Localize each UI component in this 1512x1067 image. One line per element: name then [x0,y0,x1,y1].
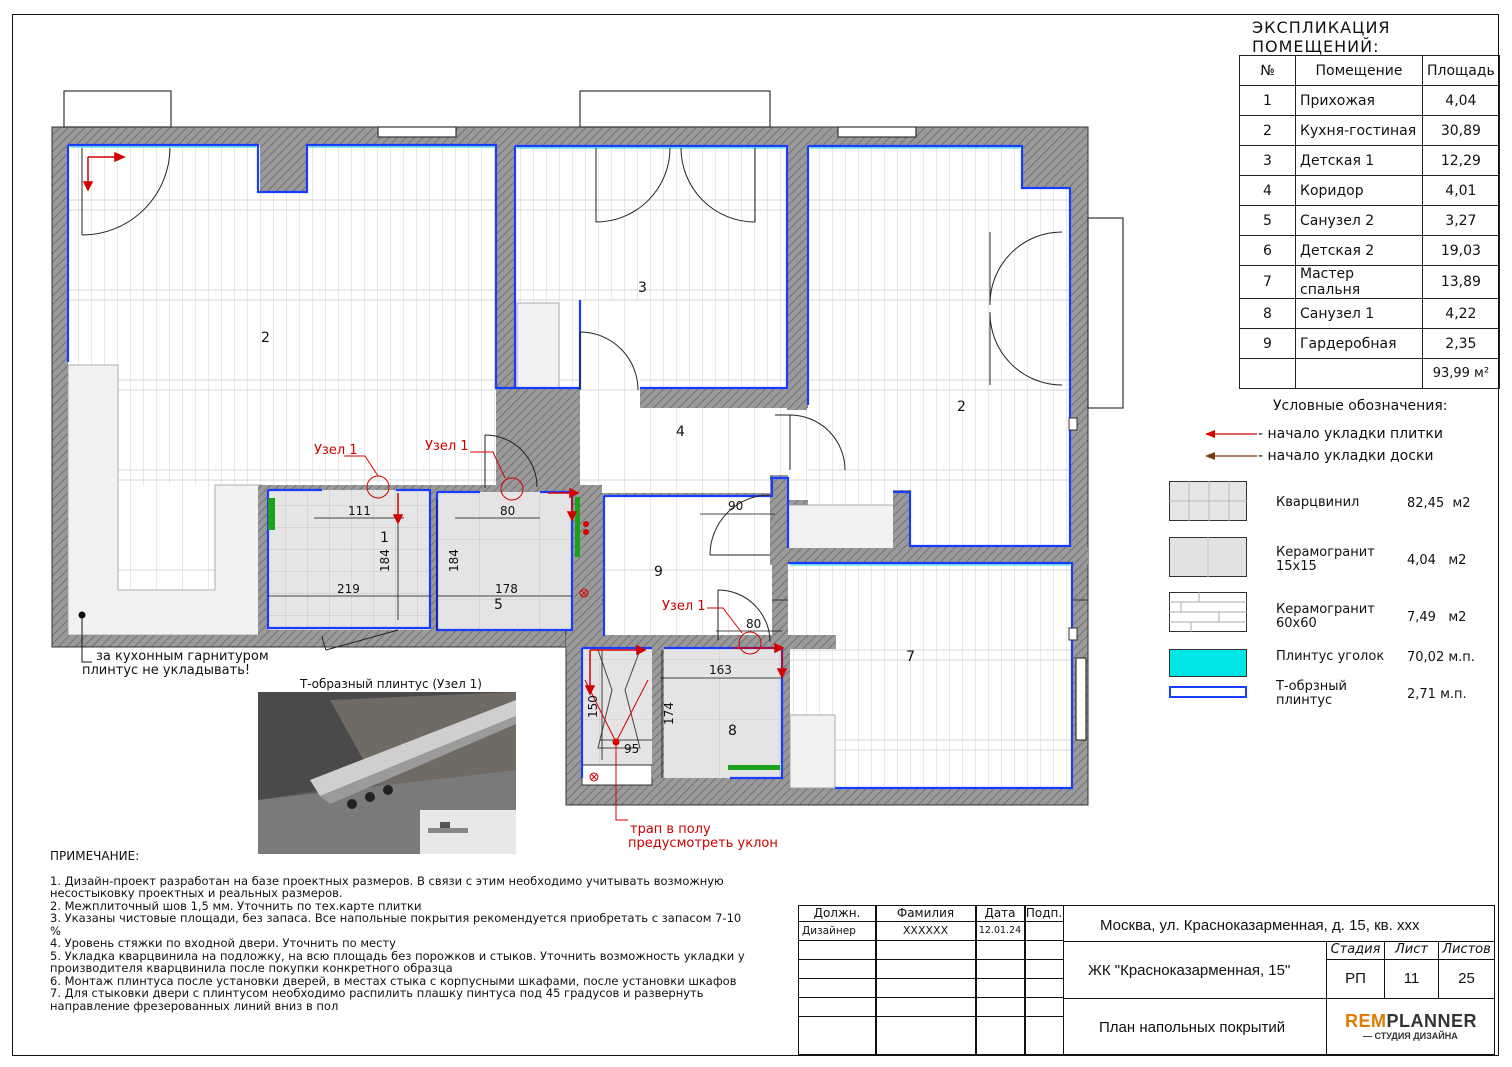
kitchen-note-line: за кухонным гарнитуром [96,649,269,664]
cell-area: 13,89 [1423,266,1500,299]
drain-note-line: трап в полу [630,822,711,837]
swatch-ceramic-15 [1169,537,1247,577]
cell-num: 6 [1240,236,1296,266]
stamp-stage-label: Стадия [1326,941,1385,960]
table-total-row [1240,359,1500,389]
legend-item-name: Т-обрзный плинтус [1276,679,1347,708]
cell-room: Санузел 1 [1296,299,1423,329]
dim-label: 184 [447,549,461,572]
note-item: 5. Укладка кварцвинила на подложку, на всю площадь без порожков и стыков. Уточнить возможность укладки у производителя кварцвинила после покупки конкретного образца [50,948,745,975]
swatch-plinth [1169,649,1247,677]
stamp-date: 12.01.24 [975,921,1025,941]
stamp-name: ХХХХХХ [875,921,976,941]
stamp-sheet-title: План напольных покрытий [1063,998,1327,1055]
table-row [1240,266,1500,299]
stamp-logo [1326,998,1495,1055]
dim-label: 184 [378,549,392,572]
cell-num: 1 [1240,86,1296,116]
uzel-label: Узел 1 [314,443,358,458]
swatch-quartzvinyl [1169,481,1247,521]
cell-num: 8 [1240,299,1296,329]
cell-room: Гардеробная [1296,329,1423,359]
table-row [1240,299,1500,329]
empty-cell [1240,359,1296,389]
tile-arrow-icon [1205,430,1215,438]
cell-num: 4 [1240,176,1296,206]
stamp-stage: РП [1326,959,1385,999]
stamp-header: Фамилия [875,905,976,922]
cell-area: 3,27 [1423,206,1500,236]
legend-item-value: 70,02 м.п. [1407,650,1475,665]
cell-room: Детская 2 [1296,236,1423,266]
note-item: 2. Межплиточный шов 1,5 мм. Уточнить по тех.карте плитки [50,898,422,913]
room-label-2-right: 2 [957,399,966,415]
dim-label: 80 [500,504,516,518]
dim-label: 95 [624,742,640,756]
legend-arrows [1205,425,1265,465]
total-area: 93,99 м² [1423,359,1500,389]
stamp-sheets-label: Листов [1438,941,1495,960]
legend-title: Условные обозначения: [1273,398,1448,414]
green-marker [268,498,275,530]
header-room: Помещение [1296,56,1423,86]
room-label-5: 5 [494,597,503,613]
uzel-label: Узел 1 [662,599,706,614]
legend-item-value: 4,04 м2 [1407,553,1467,568]
room-label-7: 7 [906,649,915,665]
explication-title: ЭКСПЛИКАЦИЯ ПОМЕЩЕНИЙ: [1252,18,1391,56]
legend-item-name: Керамогранит 60х60 [1276,602,1375,631]
stamp-sheet-label: Лист [1384,941,1439,960]
header-num: № [1240,56,1296,86]
table-row [1240,116,1500,146]
t-plinth-photo [258,692,516,854]
notes-list [50,875,750,1013]
kitchen-note [82,649,269,678]
stamp-sign [1024,921,1064,941]
cell-area: 4,22 [1423,299,1500,329]
kitchen-note-line: плинтус не укладывать! [82,663,251,678]
dim-label: 178 [495,582,518,596]
legend-item-name: Плинтус уголок [1276,649,1385,664]
dim-label: 219 [337,582,360,596]
stamp-sheets: 25 [1438,959,1495,999]
cell-room: Коридор [1296,176,1423,206]
cell-num: 2 [1240,116,1296,146]
cell-area: 19,03 [1423,236,1500,266]
cell-room: Детская 1 [1296,146,1423,176]
note-item: 7. Для стыковки двери с плинтусом необходимо распилить плашку пинтуса под 45 градусов и развернуть направление фрезерованных линий вниз в пол [50,986,704,1013]
stamp-header: Подп. [1025,906,1063,920]
cell-area: 4,01 [1423,176,1500,206]
logo-rem: REM [1345,1011,1387,1031]
stamp-address: Москва, ул. Красноказарменная, д. 15, кв. ххх [1063,905,1495,942]
stamp-sheet: 11 [1384,959,1439,999]
drain-note [628,822,778,851]
room-label-2-kitchen: 2 [261,330,270,346]
dim-label: 174 [662,702,676,725]
note-item: 4. Уровень стяжки по входной двери. Уточнить по месту [50,936,396,950]
photo-caption: Т-образный плинтус (Узел 1) [300,677,482,691]
table-row [1240,176,1500,206]
board-arrow-icon [1205,452,1215,460]
table-row [1240,329,1500,359]
note-item: 1. Дизайн-проект разработан на базе проектных размеров. В связи с этим необходимо учитывать возможную несостыковку проектных и реальных размеров. [50,873,724,900]
dim-label: 80 [746,617,762,631]
dim-label: 90 [728,499,744,513]
note-item: 6. Монтаж плинтуса после установки дверей, в местах стыка с корпусными шкафами, после установки шкафов [50,973,737,988]
swatch-t-plinth [1169,686,1247,698]
stamp-complex: ЖК "Красноказарменная, 15" [1063,941,1327,999]
cell-num: 3 [1240,146,1296,176]
empty-cell [1296,359,1423,389]
note-item: 3. Указаны чистовые площади, без запаса. Все напольные покрытия рекомендуется приобретать с запасом 7-10 % [50,911,742,938]
notes-block [50,850,750,1012]
room-label-3: 3 [638,280,647,296]
stamp-header: Должн. [798,905,876,922]
room-label-4: 4 [676,424,685,440]
cell-num: 9 [1240,329,1296,359]
notes-title: ПРИМЕЧАНИЕ: [50,849,140,863]
legend-tile-start: - начало укладки плитки [1258,426,1443,442]
legend-item-value: 2,71 м.п. [1407,687,1467,702]
cell-area: 4,04 [1423,86,1500,116]
logo-planner: PLANNER [1386,1011,1478,1031]
logo-subtitle: — СТУДИЯ ДИЗАЙНА [1363,1031,1458,1041]
legend-board-start: - начало укладки доски [1258,448,1434,464]
cell-num: 5 [1240,206,1296,236]
cell-room: Прихожая [1296,86,1423,116]
explication-table [1239,55,1500,389]
stamp-header: Дата [975,905,1025,922]
table-row [1240,86,1500,116]
legend-item-name: Кварцвинил [1276,495,1360,510]
room-label-8: 8 [728,723,737,739]
cell-area: 2,35 [1423,329,1500,359]
cell-num: 7 [1240,266,1296,299]
header-area: Площадь [1423,56,1500,86]
legend-item-name: Керамогранит 15х15 [1276,545,1375,574]
drain-note-line: предусмотреть уклон [628,836,778,851]
uzel-label: Узел 1 [425,439,469,454]
table-header [1240,56,1500,86]
dim-label: 111 [348,504,371,518]
cell-area: 12,29 [1423,146,1500,176]
cell-room: Мастер спальня [1296,266,1423,299]
table-row [1240,206,1500,236]
stamp-role: Дизайнер [798,921,876,941]
swatch-ceramic-60 [1169,592,1247,632]
cell-room: Кухня-гостиная [1296,116,1423,146]
table-row [1240,146,1500,176]
cell-room: Санузел 2 [1296,206,1423,236]
dim-label: 150 [586,695,600,718]
legend-item-value: 7,49 м2 [1407,610,1467,625]
dim-label: 163 [709,663,732,677]
room-label-9: 9 [654,564,663,580]
cell-area: 30,89 [1423,116,1500,146]
room-label-1: 1 [380,530,389,546]
table-row [1240,236,1500,266]
title-block [798,905,1495,1055]
legend-item-value: 82,45 м2 [1407,496,1471,511]
